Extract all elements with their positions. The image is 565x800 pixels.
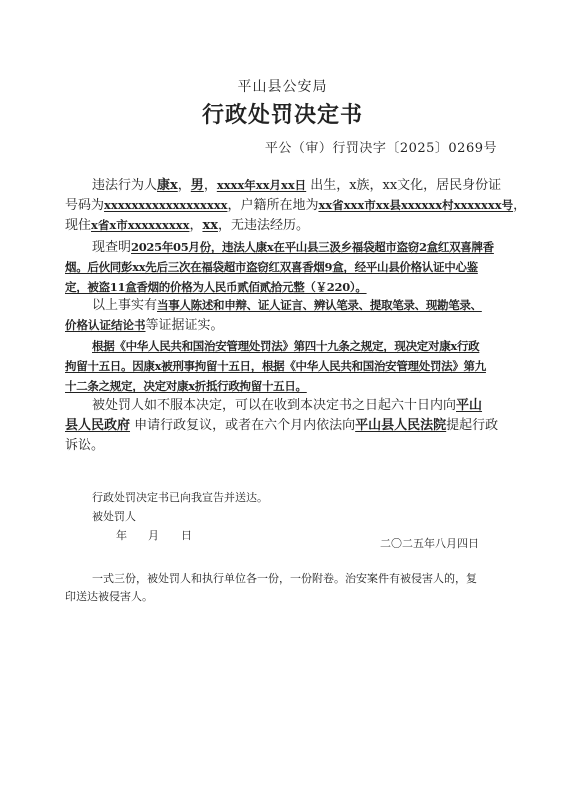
offender-name: 康x xyxy=(157,178,178,193)
document-title: 行政处罚决定书 xyxy=(201,102,363,128)
distribution-note-2: 印送达被侵害人。 xyxy=(65,590,153,603)
distribution-note-1: 一式三份，被处罚人和执行单位各一份，一份附卷。治安案件有被侵害人的，复 xyxy=(92,572,477,585)
text: 申请行政复议，或者在六个月内依法向 xyxy=(130,418,356,433)
facts-line-2: 烟。后伙同彭xx先后三次在福袋超市盗窃红双喜香烟9盒，经平山县价格认证中心鉴 xyxy=(65,260,478,274)
text: ， xyxy=(513,198,527,213)
sign-month: 月 xyxy=(148,529,159,542)
text: 现住 xyxy=(65,218,92,233)
evidence-line-1 xyxy=(92,295,482,316)
appeal-government: 县人民政府 xyxy=(65,418,131,433)
text: ， xyxy=(189,218,203,233)
sign-day: 日 xyxy=(181,529,192,542)
recipient-label: 被处罚人 xyxy=(92,510,136,523)
appeal-court: 平山县人民法院 xyxy=(355,418,447,433)
document-number: 平公（审）行罚决字〔2025〕0269号 xyxy=(264,141,497,156)
offender-household: xx省xxx市xx县xxxxxx村xxxxxxx号 xyxy=(318,198,514,212)
delivery-statement: 行政处罚决定书已向我宣告并送达。 xyxy=(92,491,268,504)
text: 以上事实有 xyxy=(92,298,158,313)
text: ， xyxy=(203,178,217,193)
text: 号码为 xyxy=(65,198,105,213)
sign-year: 年 xyxy=(116,529,127,542)
facts-text: 2025年05月份，违法人康x在平山县三汲乡福袋超市盗窃2盒红双喜牌香 xyxy=(131,240,494,254)
offender-line-2 xyxy=(65,195,526,216)
evidence-list: 当事人陈述和申辩、证人证言、辨认笔录、提取笔录、现勘笔录、 xyxy=(157,298,482,312)
offender-extra: xx xyxy=(202,218,218,233)
text: 等证据证实。 xyxy=(145,318,224,333)
offender-line-3 xyxy=(65,215,309,236)
offender-sex: 男 xyxy=(190,178,204,193)
issue-date: 二〇二五年八月四日 xyxy=(380,537,479,550)
offender-residence: x省x市xxxxxxxxx xyxy=(91,218,190,232)
appeal-line-1 xyxy=(92,396,482,416)
text: 违法行为人 xyxy=(92,178,158,193)
decision-line-2: 拘留十五日。因康x被刑事拘留十五日，根据《中华人民共和国治安管理处罚法》第九 xyxy=(65,359,486,373)
text: 提起行政 xyxy=(446,418,499,433)
evidence-price-cert: 价格认证结论书 xyxy=(65,318,146,332)
decision-line-1: 根据《中华人民共和国治安管理处罚法》第四十九条之规定，现决定对康x行政 xyxy=(92,339,480,353)
text: 出生，x族，xx文化，居民身份证 xyxy=(310,178,502,193)
appeal-line-2 xyxy=(65,416,498,436)
appeal-line-3: 诉讼。 xyxy=(65,438,105,453)
facts-line-3: 定，被盗11盒香烟的价格为人民币贰佰贰拾元整（￥220）。 xyxy=(65,280,367,294)
appeal-county: 平山 xyxy=(456,398,483,413)
text: 现查明 xyxy=(92,240,132,255)
text: ，户籍所在地为 xyxy=(227,198,319,213)
decision-line-3: 十二条之规定，决定对康x折抵行政拘留十五日。 xyxy=(65,379,307,393)
evidence-line-2 xyxy=(65,315,224,336)
text: 被处罚人如不服本决定，可以在收到本决定书之日起六十日内向 xyxy=(92,398,457,413)
offender-line-1 xyxy=(92,175,501,196)
offender-id-number: xxxxxxxxxxxxxxxxxx xyxy=(104,198,228,212)
text: ， xyxy=(177,178,191,193)
facts-line-1 xyxy=(92,237,494,258)
agency-name: 平山县公安局 xyxy=(237,79,328,95)
text: ，无违法经历。 xyxy=(217,218,309,233)
offender-dob: xxxx年xx月xx日 xyxy=(216,178,307,192)
